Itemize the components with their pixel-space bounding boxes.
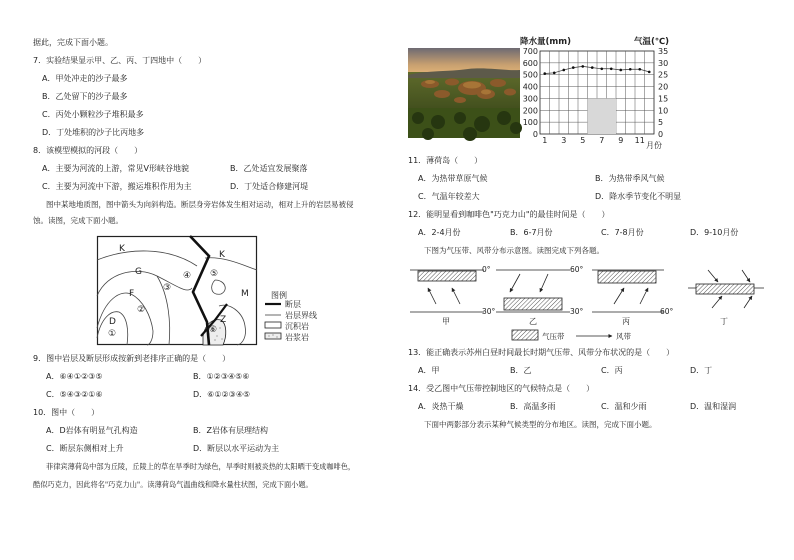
legend-title: 图例 <box>271 291 287 300</box>
map-label-4: ④ <box>183 271 192 281</box>
q13-option-c[interactable]: C．丙 <box>601 366 623 375</box>
map-label-2: ② <box>137 305 146 315</box>
temperature-point-month-10 <box>629 68 632 71</box>
q11-option-a[interactable]: A．为热带草原气候 <box>418 174 488 183</box>
q9-stem: 9．图中岩层及断层形成按新到老排序正确的是（ ） <box>33 354 231 363</box>
precip-bar-month-8 <box>607 98 617 134</box>
belt-panel-ding: 丁 <box>720 317 728 326</box>
q7-option-d[interactable]: D．丁处堆积的沙子比丙地多 <box>42 128 145 137</box>
q14-option-d[interactable]: D．温和湿润 <box>690 402 737 411</box>
q8-option-c[interactable]: C．主要为河流中下游，搬运堆积作用为主 <box>42 182 192 191</box>
q12-option-c[interactable]: C．7-8月份 <box>601 228 644 237</box>
map-label-g: G <box>135 267 142 277</box>
map-label-3: ③ <box>163 283 172 293</box>
q7-stem: 7．实验结果显示甲、乙、丙、丁四地中（ ） <box>33 56 207 65</box>
belt-panel-yi: 乙 <box>529 317 537 326</box>
q13-option-d[interactable]: D．丁 <box>690 366 713 375</box>
q12-stem: 12．能明显看到咖啡色"巧克力山"的最佳时间是（ ） <box>408 210 610 219</box>
temp-tick-label: 35 <box>658 47 669 56</box>
q8-stem: 8．该模型模拟的河段（ ） <box>33 146 143 155</box>
q9-option-d[interactable]: D．⑥①②③④⑤ <box>193 390 251 399</box>
q8-option-d[interactable]: D．丁处适合修建河堤 <box>230 182 309 191</box>
climate-chart <box>520 34 720 149</box>
month-tick-label: 9 <box>618 136 624 145</box>
temp-tick-label: 10 <box>658 106 669 116</box>
q10-option-d[interactable]: D．断层以水平运动为主 <box>193 444 280 453</box>
q13-option-b[interactable]: B．乙 <box>510 366 532 375</box>
precip-tick-label: 400 <box>522 82 538 92</box>
month-tick-label: 3 <box>561 136 567 145</box>
chart-x-unit: 月份 <box>646 141 662 150</box>
q11-option-b[interactable]: B．为热带季风气候 <box>595 174 665 183</box>
map-label-k-east: K <box>219 250 225 260</box>
temperature-point-month-6 <box>591 66 594 69</box>
belt-panel-jia: 甲 <box>442 317 450 326</box>
map-label-6: ⑥ <box>209 325 218 335</box>
chocolate-hills-photo <box>408 48 520 138</box>
q10-stem: 10．图中（ ） <box>33 408 100 417</box>
precip-tick-label: 700 <box>522 47 538 56</box>
passage-geology-line1: 图中某地地质图，图中箭头为向斜构造。断层身旁岩体发生相对运动，相对上升的岩层易被侵 <box>46 200 354 209</box>
belt-lat-bing-bottom: 60° <box>660 307 674 316</box>
map-label-5: ⑤ <box>210 269 219 279</box>
map-label-f: F <box>129 289 135 299</box>
temperature-point-month-11 <box>638 68 641 71</box>
q12-option-a[interactable]: A．2-4月份 <box>418 228 461 237</box>
temperature-point-month-7 <box>600 67 603 70</box>
temp-tick-label: 30 <box>658 58 669 68</box>
legend-sedimentary: 沉积岩 <box>285 322 309 331</box>
q10-option-a[interactable]: A．D岩体有明显气孔构造 <box>46 426 138 435</box>
passage-bohol-line2: 酷似巧克力，因此将名"巧克力山"。读薄荷岛气温曲线和降水量柱状图，完成下面小题。 <box>33 480 313 489</box>
temperature-point-month-3 <box>562 69 565 72</box>
passage-bohol-line1: 菲律宾薄荷岛中部为丘陵，丘陵上的草在旱季时为绿色，旱季时则被炎热的太阳晒干变成咖啡色， <box>46 462 356 471</box>
q14-option-b[interactable]: B．高温多雨 <box>510 402 556 411</box>
q8-option-b[interactable]: B．乙处适宜发展聚落 <box>230 164 308 173</box>
pressure-wind-belt-diagram <box>408 262 768 352</box>
belt-lat-yi-top: 60° <box>570 265 584 274</box>
temp-tick-label: 0 <box>658 130 664 139</box>
temperature-point-month-4 <box>572 66 575 69</box>
precip-tick-label: 100 <box>522 118 538 128</box>
precip-tick-label: 500 <box>522 70 538 80</box>
map-label-d: D <box>109 317 116 327</box>
chart-left-axis-title: 降水量(mm) <box>520 37 571 47</box>
temperature-point-month-12 <box>648 71 651 74</box>
legend-fault: 断层 <box>285 300 301 309</box>
q10-option-c[interactable]: C．断层东侧相对上升 <box>46 444 124 453</box>
q11-option-c[interactable]: C．气温年较差大 <box>418 192 480 201</box>
q9-option-c[interactable]: C．⑤④③②①⑥ <box>46 390 103 399</box>
precip-tick-label: 200 <box>522 106 538 116</box>
q11-option-d[interactable]: D．降水季节变化不明显 <box>595 192 682 201</box>
q12-option-d[interactable]: D．9-10月份 <box>690 228 739 237</box>
precip-tick-label: 600 <box>522 58 538 68</box>
belt-lat-jia-bottom: 30° <box>482 307 496 316</box>
month-tick-label: 5 <box>580 136 586 145</box>
q14-stem: 14．受乙图中气压带控制地区的气候特点是（ ） <box>408 384 595 393</box>
geologic-map <box>97 236 277 346</box>
passage-belts: 下图为气压带、风带分布示意图。读图完成下列各题。 <box>424 246 604 255</box>
temperature-point-month-5 <box>581 65 584 68</box>
map-label-m: M <box>241 289 249 299</box>
q14-option-c[interactable]: C．温和少雨 <box>601 402 647 411</box>
q11-stem: 11．薄荷岛（ ） <box>408 156 483 165</box>
q14-option-a[interactable]: A．炎热干燥 <box>418 402 464 411</box>
legend-boundary: 岩层界线 <box>285 311 317 320</box>
legend-magmatic: 岩浆岩 <box>285 333 309 342</box>
q10-option-b[interactable]: B．Z岩体有层理结构 <box>193 426 268 435</box>
temperature-point-month-9 <box>619 69 622 72</box>
precip-tick-label: 300 <box>522 94 538 104</box>
map-label-k-west: K <box>119 244 125 254</box>
q12-option-b[interactable]: B．6-7月份 <box>510 228 553 237</box>
q13-option-a[interactable]: A．甲 <box>418 366 440 375</box>
q7-option-a[interactable]: A．甲处冲走的沙子最多 <box>42 74 128 83</box>
precip-bar-month-7 <box>597 98 607 134</box>
temperature-point-month-8 <box>610 67 613 70</box>
belt-lat-jia-top: 0° <box>482 265 491 274</box>
belt-legend-pressure: 气压带 <box>542 332 565 341</box>
q9-option-b[interactable]: B．①②③④⑤⑥ <box>193 372 250 381</box>
passage-climate-region: 下面中两影部分表示某种气候类型的分布地区。读图，完成下面小题。 <box>424 420 657 429</box>
temp-tick-label: 5 <box>658 118 664 128</box>
q9-option-a[interactable]: A．⑥④①②③⑤ <box>46 372 103 381</box>
precip-tick-label: 0 <box>532 130 538 139</box>
precip-bar-month-6 <box>588 98 598 134</box>
temperature-point-month-1 <box>543 72 546 75</box>
q7-option-c[interactable]: C．丙处小颗粒沙子堆积最多 <box>42 110 144 119</box>
belt-panel-bing: 丙 <box>622 317 630 326</box>
temp-tick-label: 20 <box>658 82 669 92</box>
geologic-map-legend <box>265 288 335 348</box>
temp-tick-label: 25 <box>658 70 669 80</box>
map-label-z: Z <box>220 315 227 325</box>
q13-stem: 13．能正确表示苏州白昼时间最长时期气压带、风带分布状况的是（ ） <box>408 348 675 357</box>
chart-right-axis-title: 气温(℃) <box>634 37 670 47</box>
month-tick-label: 7 <box>599 136 605 145</box>
month-tick-label: 1 <box>542 136 548 145</box>
intro-text: 据此，完成下面小题。 <box>33 38 113 47</box>
q8-option-a[interactable]: A．主要为河流的上游，常见V形峡谷地貌 <box>42 164 189 173</box>
temperature-point-month-2 <box>553 72 556 75</box>
map-label-1: ① <box>108 329 117 339</box>
q7-option-b[interactable]: B．乙处留下的沙子最多 <box>42 92 128 101</box>
month-tick-label: 11 <box>634 136 645 145</box>
belt-legend-wind: 风带 <box>616 332 631 341</box>
temp-tick-label: 15 <box>658 94 669 104</box>
belt-lat-yi-bottom: 30° <box>570 307 584 316</box>
passage-geology-line2: 蚀。读图，完成下面小题。 <box>33 216 123 225</box>
